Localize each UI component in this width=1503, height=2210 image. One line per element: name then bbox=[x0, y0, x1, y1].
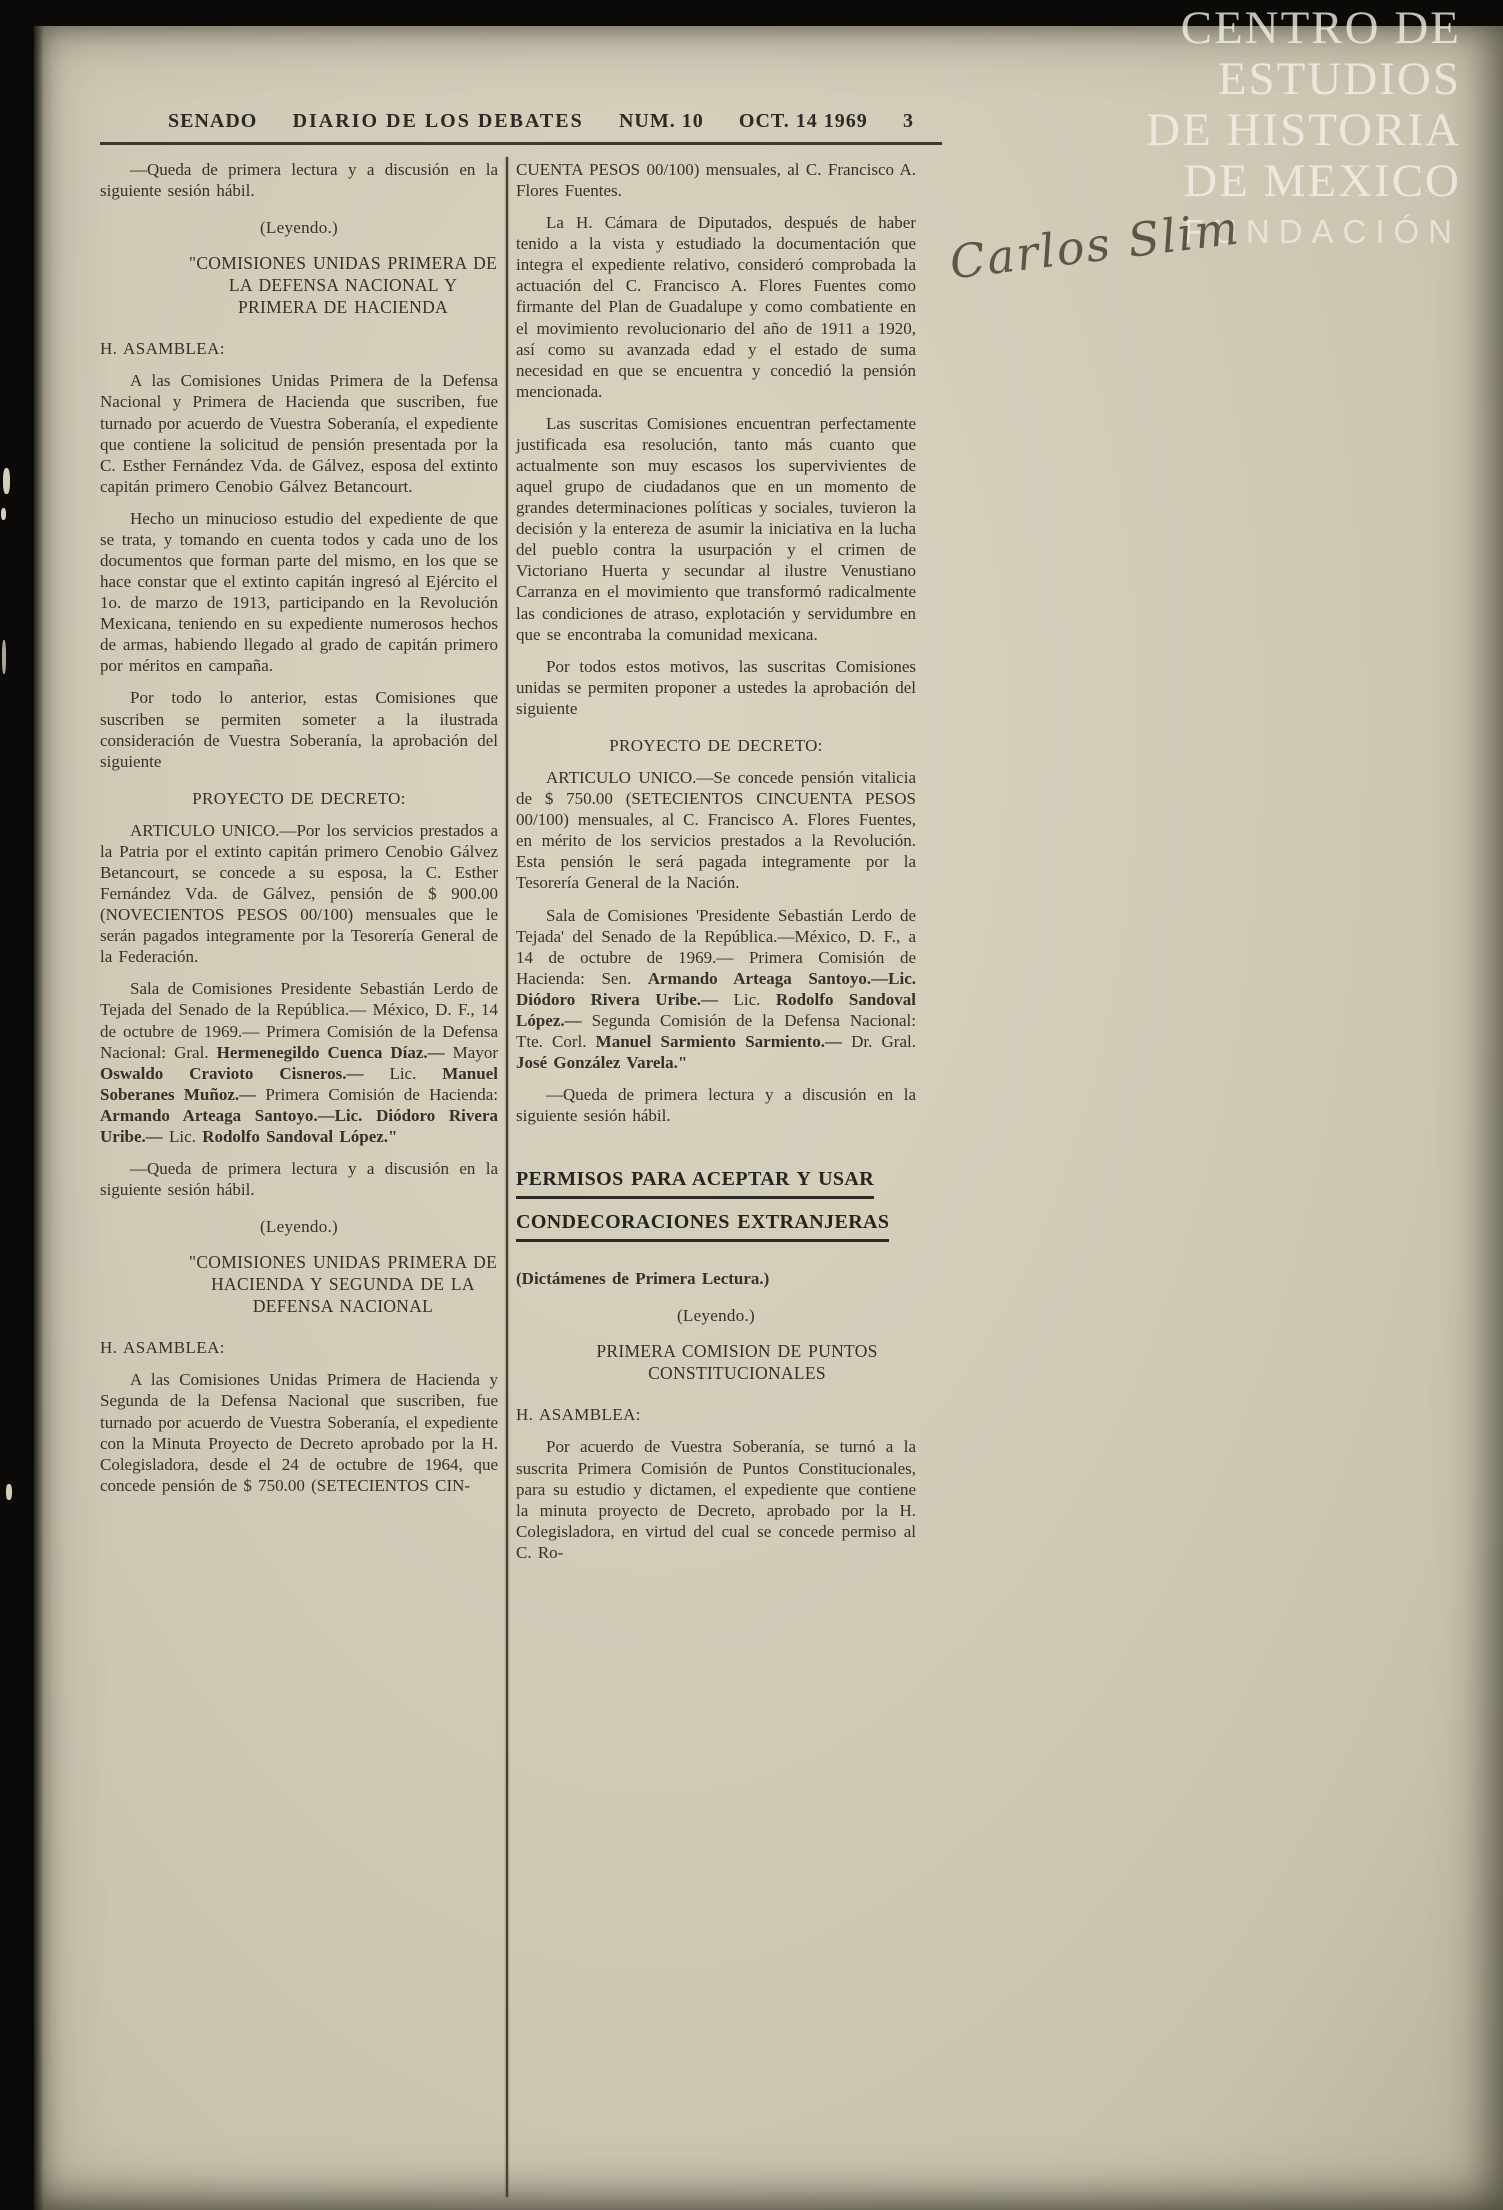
paragraph: ARTICULO UNICO.—Se concede pensión vitalicia de $ 750.00 (SETECIENTOS CINCUENTA PESOS 00/100) mensuales, al C. Francisco A. Flores Fuentes, en mérito de los servicios prestados a la Revolución. Esta pensión le será pagada integramente por la Tesorería General de la Nación. bbox=[516, 768, 916, 893]
centered-heading: PROYECTO DE DECRETO: bbox=[609, 735, 823, 755]
centered-heading: PROYECTO DE DECRETO: bbox=[192, 788, 406, 808]
signatory-name: Oswaldo Cravioto Cisneros.— bbox=[100, 1063, 364, 1083]
paper bbox=[34, 26, 1503, 2210]
header-page-number: 3 bbox=[903, 110, 914, 132]
paragraph-text: Lic. bbox=[363, 1063, 443, 1083]
centered-heading: (Leyendo.) bbox=[259, 218, 339, 238]
paragraph: Por acuerdo de Vuestra Soberanía, se turnó a la suscrita Primera Comisión de Puntos Constitucionales, para su estudio y dictamen, el expediente que contiene la minuta proyecto de Decreto, aprobado por la H. Colegisladora, en virtud del cual se concede permiso al C. Ro- bbox=[516, 1437, 916, 1562]
assembly-salutation: H. ASAMBLEA: bbox=[516, 1405, 641, 1425]
signatory-name: Rodolfo Sandoval López." bbox=[202, 1126, 398, 1146]
centered-heading: (Leyendo.) bbox=[676, 1305, 756, 1325]
assembly-salutation: H. ASAMBLEA: bbox=[100, 339, 225, 359]
paragraph-text: Lic. bbox=[718, 989, 776, 1009]
scan-artifact bbox=[6, 1484, 12, 1500]
paragraph: A las Comisiones Unidas Primera de Hacienda y Segunda de la Defensa Nacional que suscriben, fue turnado por acuerdo de Vuestra Soberanía, el expediente con la Minuta Proyecto de Decreto aprobado por la H. Colegisladora, desde el 24 de octubre de 1964, que concede pensión de $ 750.00 (SETECIENTOS CIN- bbox=[100, 1370, 498, 1495]
signatory-name: José González Varela." bbox=[516, 1053, 688, 1073]
paragraph: —Queda de primera lectura y a discusión en la siguiente sesión hábil. bbox=[100, 1159, 498, 1200]
paragraph-text: Sala de Comisiones Presidente Sebastián Lerdo de Tejada del Senado de la República.— México, D. F., 14 de octubre de 1969.— Primera Comisión de la Defensa Nacional: Gral. bbox=[100, 979, 498, 1062]
header-senate: SENADO bbox=[168, 110, 258, 132]
paragraph: —Queda de primera lectura y a discusión en la siguiente sesión hábil. bbox=[100, 160, 498, 201]
header-title: DIARIO DE LOS DEBATES bbox=[292, 110, 584, 132]
left-column bbox=[100, 157, 498, 2197]
section-title bbox=[516, 1156, 916, 1242]
paragraph: Por todo lo anterior, estas Comisiones que suscriben se permiten someter a la ilustrada consideración de Vuestra Soberanía, la aprobación del siguiente bbox=[100, 688, 498, 771]
paragraph: Por todos estos motivos, las suscritas Comisiones unidas se permiten proponer a ustedes la aprobación del siguiente bbox=[516, 656, 916, 718]
watermark-line: DE MEXICO bbox=[1183, 155, 1461, 207]
paragraph: La H. Cámara de Diputados, después de haber tenido a la vista y estudiado la documentación que integra el expediente relativo, consideró comprobada la actuación del C. Francisco A. Flores Fuentes como firmante del Plan de Guadalupe y como combatiente en el movimiento revolucionario del año de 1911 a 1920, así como su avanzada edad y el estado de suma necesidad en que se encuentra y concedió la pensión mencionada. bbox=[516, 213, 916, 401]
header-date: OCT. 14 1969 bbox=[738, 110, 868, 132]
paragraph: ARTICULO UNICO.—Por los servicios prestados a la Patria por el extinto capitán primero Cenobio Gálvez Betancourt, se concede a su esposa, la C. Esther Fernández Vda. de Gálvez, pensión de $ 900.00 (NOVECIENTOS PESOS 00/100) mensuales que le serán pagados integramente por la Tesorería General de la Federación. bbox=[100, 820, 498, 967]
column-divider bbox=[506, 157, 508, 2197]
paragraph bbox=[100, 978, 498, 1147]
paragraph-text: Dr. Gral. bbox=[842, 1031, 916, 1051]
right-column bbox=[516, 157, 916, 2197]
paragraph-text: Sala de Comisiones 'Presidente Sebastián Lerdo de Tejada' del Senado de la República.—México, D. F., a 14 de octubre de 1969.— Primera Comisión de Hacienda: Sen. bbox=[516, 905, 916, 988]
committee-heading: "COMISIONES UNIDAS PRIMERA DE HACIENDA Y SEGUNDA DE LA DEFENSA NACIONAL bbox=[188, 1252, 498, 1316]
header-issue-number: NUM. 10 bbox=[618, 110, 704, 132]
signatory-name: Armando Arteaga Santoyo.—Lic. Diódoro Rivera Uribe.— bbox=[516, 968, 916, 1009]
paragraph-text: Lic. bbox=[162, 1126, 203, 1146]
watermark-line: CENTRO DE bbox=[1180, 2, 1461, 54]
paragraph: Las suscritas Comisiones encuentran perfectamente justificada esa resolución, tanto más cuanto que actualmente son muy escasos los supervivientes de aquel grupo de ciudadanos que en un momento de grandes determinaciones políticas y sociales, tuvieron la decisión y la entereza de asumir la iniciativa en la lucha del pueblo contra la usurpación y el crimen de Victoriano Huerta y secundar al ilustre Venustiano Carranza en el movimiento que transformó radicalmente las condiciones de atraso, explotación y servidumbre en que se encontraba la comunidad mexicana. bbox=[516, 413, 916, 644]
text-columns bbox=[100, 157, 942, 2197]
watermark-line: DE HISTORIA bbox=[1146, 104, 1461, 156]
binding-shadow bbox=[34, 26, 44, 2210]
paragraph-continuation: CUENTA PESOS 00/100) mensuales, al C. Francisco A. Flores Fuentes. bbox=[516, 160, 916, 201]
dictamen-note: (Dictámenes de Primera Lectura.) bbox=[516, 1268, 770, 1288]
signatory-name: Manuel Soberanes Muñoz.— bbox=[100, 1063, 498, 1104]
watermark-line: ESTUDIOS bbox=[1217, 53, 1461, 105]
printed-content bbox=[100, 110, 942, 2197]
watermark-foundation: FUNDACIÓN bbox=[1183, 213, 1461, 250]
signatory-name: Hermenegildo Cuenca Díaz.— bbox=[216, 1042, 445, 1062]
page-header bbox=[100, 110, 942, 145]
watermark-signature: Carlos Slim bbox=[946, 200, 1244, 290]
committee-heading: "COMISIONES UNIDAS PRIMERA DE LA DEFENSA NACIONAL Y PRIMERA DE HACIENDA bbox=[188, 253, 498, 317]
commission-heading: PRIMERA COMISION DE PUNTOS CONSTITUCIONALES bbox=[596, 1341, 878, 1383]
scan-artifact bbox=[1, 508, 6, 520]
centered-heading: (Leyendo.) bbox=[259, 1217, 339, 1237]
paragraph: A las Comisiones Unidas Primera de la Defensa Nacional y Primera de Hacienda que suscriben, fue turnado por acuerdo de Vuestra Soberanía, el expediente que contiene la solicitud de pensión presentada por la C. Esther Fernández Vda. de Gálvez, esposa del extinto capitán primero Cenobio Gálvez Betancourt. bbox=[100, 371, 498, 496]
signatory-name: Manuel Sarmiento Sarmiento.— bbox=[595, 1031, 842, 1051]
assembly-salutation: H. ASAMBLEA: bbox=[100, 1338, 225, 1358]
scan-artifact bbox=[2, 640, 6, 674]
section-title-line: CONDECORACIONES EXTRANJERAS bbox=[516, 1210, 889, 1242]
paragraph bbox=[516, 905, 916, 1074]
section-title-line: PERMISOS PARA ACEPTAR Y USAR bbox=[516, 1167, 874, 1199]
signatory-name: Rodolfo Sandoval López.— bbox=[516, 989, 916, 1030]
paragraph: —Queda de primera lectura y a discusión en la siguiente sesión hábil. bbox=[516, 1085, 916, 1126]
paragraph-text: Primera Comisión de Hacienda: bbox=[256, 1084, 499, 1104]
paragraph-text: Segunda Comisión de la Defensa Nacional: Tte. Corl. bbox=[516, 1010, 916, 1051]
paragraph-text: Mayor bbox=[444, 1042, 498, 1062]
paragraph: Hecho un minucioso estudio del expediente de que se trata, y tomando en cuenta todos y cada uno de los documentos que forman parte del mismo, en los que se hace constar que el extinto capitán ingresó al Ejército el 1o. de marzo de 1913, participando en la Revolución Mexicana, teniendo en su expediente numerosos hechos de armas, habiendo llegado al grado de capitán primero por méritos en campaña. bbox=[100, 508, 498, 676]
signatory-name: Armando Arteaga Santoyo.—Lic. Diódoro Rivera Uribe.— bbox=[100, 1105, 498, 1146]
scan-artifact bbox=[3, 468, 10, 494]
